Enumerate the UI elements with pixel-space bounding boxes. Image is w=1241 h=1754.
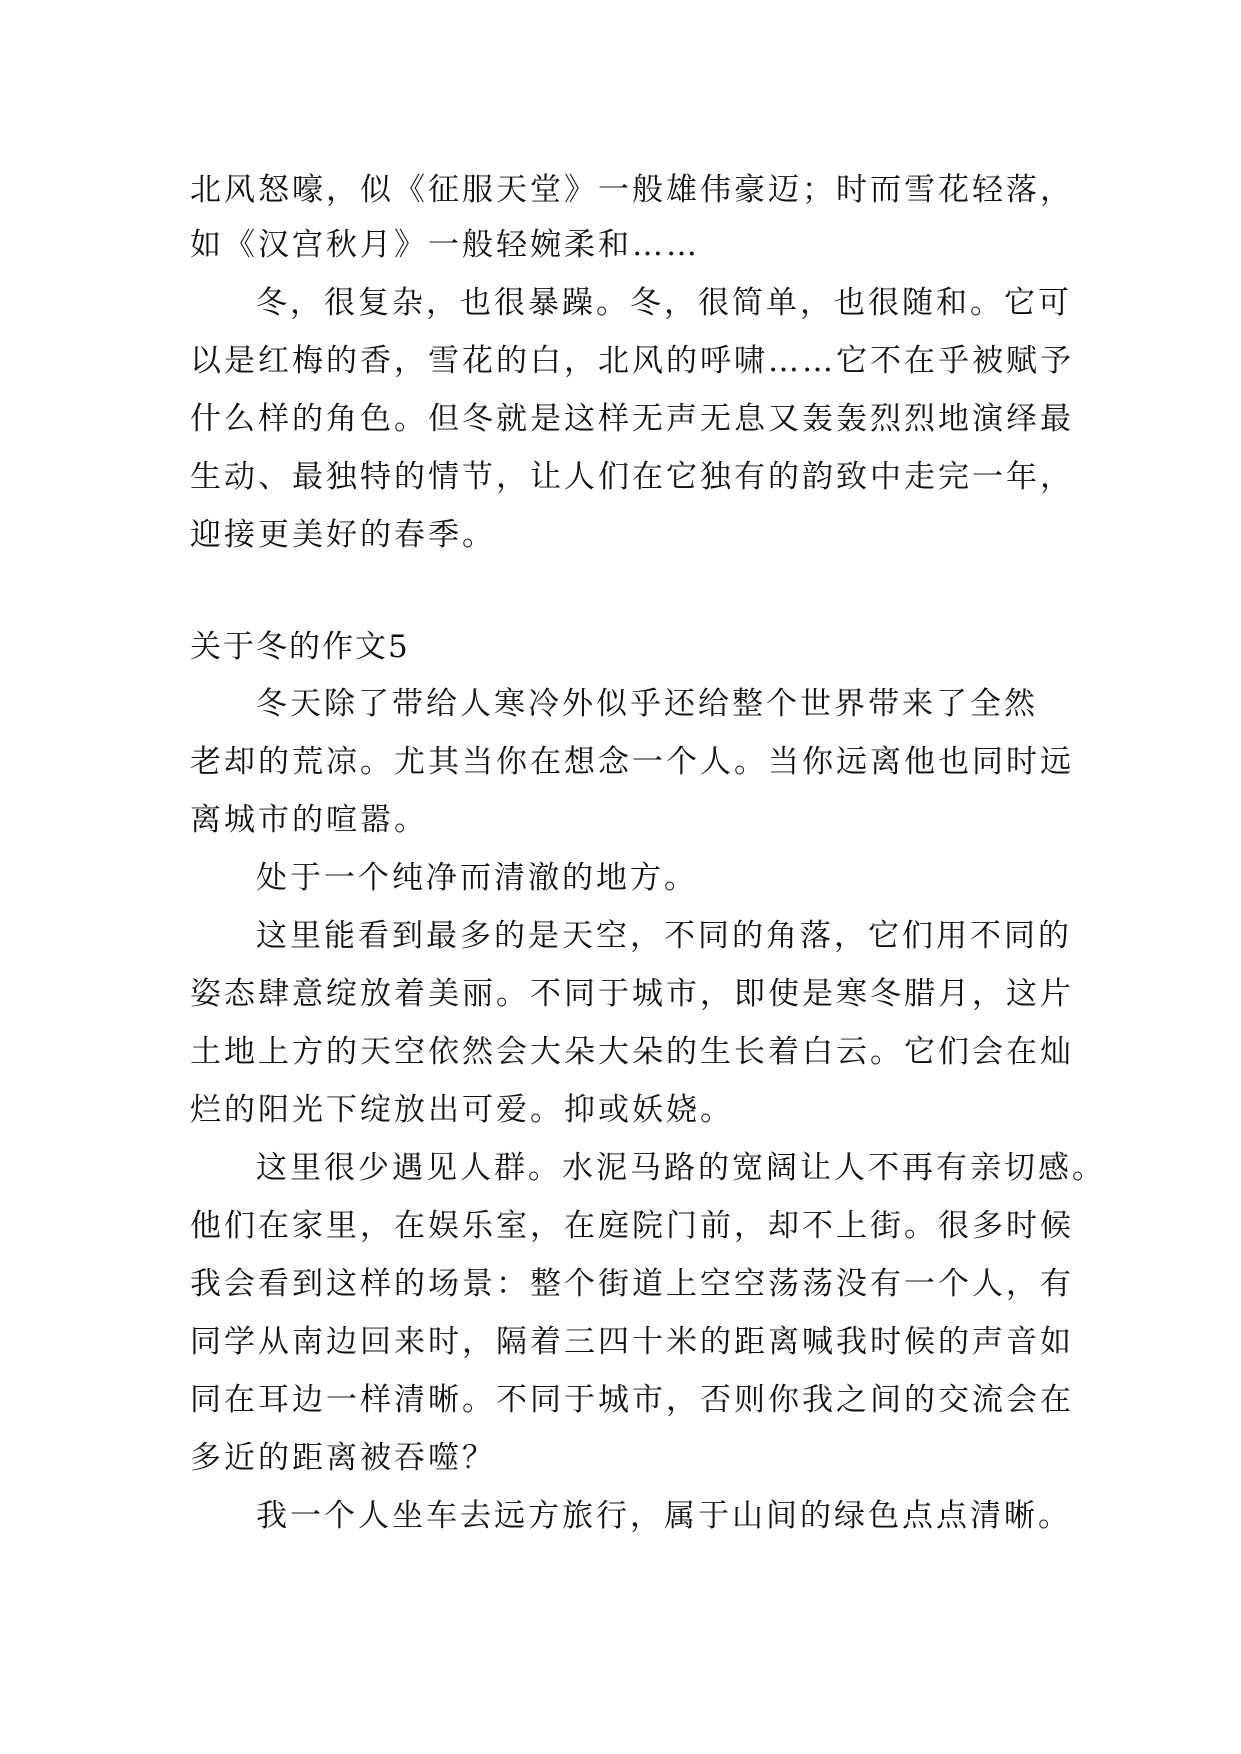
text-line: 同学从南边回来时，隔着三四十米的距离喊我时候的声音如 xyxy=(190,1324,1074,1360)
text-line: 北风怒嚎，似《征服天堂》一般雄伟豪迈；时而雪花轻落， xyxy=(190,172,1074,208)
text-line: 多近的距离被吞噬？ xyxy=(190,1440,496,1476)
text-line: 这里能看到最多的是天空，不同的角落，它们用不同的 xyxy=(256,918,1072,954)
text-line: 生动、最独特的情节，让人们在它独有的韵致中走完一年， xyxy=(190,459,1074,495)
text-line: 如《汉宫秋月》一般轻婉柔和…… xyxy=(190,227,700,263)
text-line: 我一个人坐车去远方旅行，属于山间的绿色点点清晰。 xyxy=(256,1498,1072,1534)
text-line: 他们在家里，在娱乐室，在庭院门前，却不上街。很多时候 xyxy=(190,1208,1074,1244)
text-line: 同在耳边一样清晰。不同于城市，否则你我之间的交流会在 xyxy=(190,1382,1074,1418)
text-line: 以是红梅的香，雪花的白，北风的呼啸……它不在乎被赋予 xyxy=(190,343,1074,379)
text-line: 什么样的角色。但冬就是这样无声无息又轰轰烈烈地演绎最 xyxy=(190,401,1074,437)
text-line: 我会看到这样的场景：整个街道上空空荡荡没有一个人，有 xyxy=(190,1266,1074,1302)
text-line: 冬天除了带给人寒冷外似乎还给整个世界带来了全然 xyxy=(256,686,1038,722)
text-line: 离城市的喧嚣。 xyxy=(190,802,428,838)
text-line: 姿态肆意绽放着美丽。不同于城市，即使是寒冬腊月，这片 xyxy=(190,976,1074,1012)
text-line: 迎接更美好的春季。 xyxy=(190,517,496,553)
text-line: 烂的阳光下绽放出可爱。抑或妖娆。 xyxy=(190,1092,734,1128)
text-line: 老却的荒凉。尤其当你在想念一个人。当你远离他也同时远 xyxy=(190,744,1074,780)
section-heading: 关于冬的作文5 xyxy=(190,629,410,665)
text-line: 土地上方的天空依然会大朵大朵的生长着白云。它们会在灿 xyxy=(190,1034,1074,1070)
text-line: 这里很少遇见人群。水泥马路的宽阔让人不再有亲切感。 xyxy=(256,1150,1106,1186)
text-line: 冬，很复杂，也很暴躁。冬，很简单，也很随和。它可 xyxy=(256,285,1072,321)
text-line: 处于一个纯净而清澈的地方。 xyxy=(256,860,698,896)
